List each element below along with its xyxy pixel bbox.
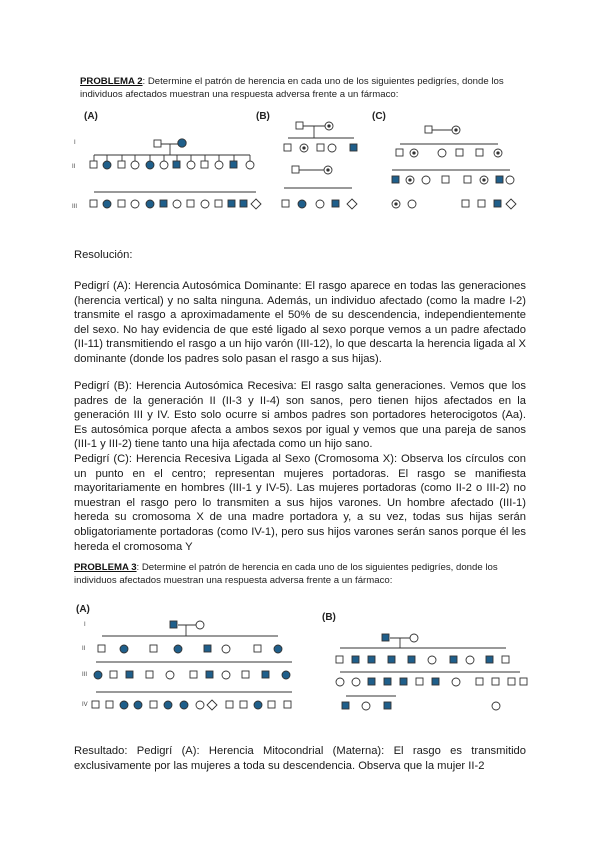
gen-i-a: I [74,140,76,146]
pedigree-3b-label: (B) [322,612,336,623]
problem2-label: PROBLEMA 2 [80,76,143,87]
resolucion-title: Resolución: [74,249,133,261]
problem3-label: PROBLEMA 3 [74,562,137,573]
problem3-text: : Determine el patrón de herencia en cada uno de los siguientes pedigríes, donde los individuos afectados muestran una respuesta adversa frente a un fármaco: [74,562,498,586]
gen-ii-3a: II [82,646,86,652]
gen-i-3a: I [84,622,86,628]
problem2-statement [80,76,520,101]
gen-iii-a: III [72,204,78,210]
gen-ii-a: II [72,164,76,170]
paragraph-pedigree-a [74,279,526,367]
paragraph-pedigree-b [74,379,526,452]
paragraph-pedigree-c [74,452,526,554]
problem2-text: : Determine el patrón de herencia en cada uno de los siguientes pedigríes, donde los individuos afectados muestran una respuesta adversa frente a un fármaco: [80,76,504,100]
paragraph-b-text: Pedigrí (B): Herencia Autosómica Recesiva: El rasgo salta generaciones. Vemos que los padres de la generación II (II-3 y II-4) son sanos, pero tienen hijos afectados en la generación III y IV. Esto solo ocurre si ambos padres son portadores heterocigotos (Aa). Es autosómica porque afecta a ambos sexos por igual y vemos que una pareja de sanos (III-1 y III-2) tiene tanto una hija afectada como un hijo sano. [74,380,526,451]
paragraph-a-text: Pedigrí (A): Herencia Autosómica Dominante: El rasgo aparece en todas las generaciones (herencia vertical) y no salta ninguna. Además, un individuo afectado (como la madre I-2) transmite el rasgo a aproximadamente el 50% de su descendencia, independientemente del sexo. No hay evidencia de que esté ligado al sexo porque vemos a un padre afectado (II-11) transmitiendo el rasgo a un hijo varón (III-12), lo que descarta la herencia ligada al X dominante (donde los padres solo pasan el rasgo a sus hijas). [74,280,526,365]
paragraph-result-text: Resultado: Pedigrí (A): Herencia Mitocondrial (Materna): El rasgo es transmitido exclusivamente por las mujeres a toda su descendencia. Observa que la mujer II-2 [74,745,526,772]
pedigree-b-label: (B) [256,111,270,122]
paragraph-c-text: Pedigrí (C): Herencia Recesiva Ligada al Sexo (Cromosoma X): Observa los círculos con un punto en el centro; representan mujeres portadoras. El rasgo se manifiesta mayoritariamente en hombres (III-1 y IV-5). Las mujeres portadoras (como II-2 o III-2) no muestran el rasgo pero lo transmiten a sus hijos varones. Un hombre afectado (III-1) hereda su cromosoma X de una madre portadora y, a su vez, todas sus hijas serán obligatoriamente portadoras (como IV-1), pero sus hijos varones serán sanos porque él les hereda el cromosoma Y [74,453,526,553]
gen-iii-3a: III [82,672,88,678]
paragraph-result [74,744,526,773]
problem2-pedigrees [70,108,520,220]
problem3-pedigrees [66,600,536,728]
problem3-statement [74,562,526,587]
pedigree-a-label: (A) [84,111,98,122]
gen-iv-3a: IV [82,702,88,708]
pedigree-c-label: (C) [372,111,386,122]
pedigree-3a-label: (A) [76,604,90,615]
